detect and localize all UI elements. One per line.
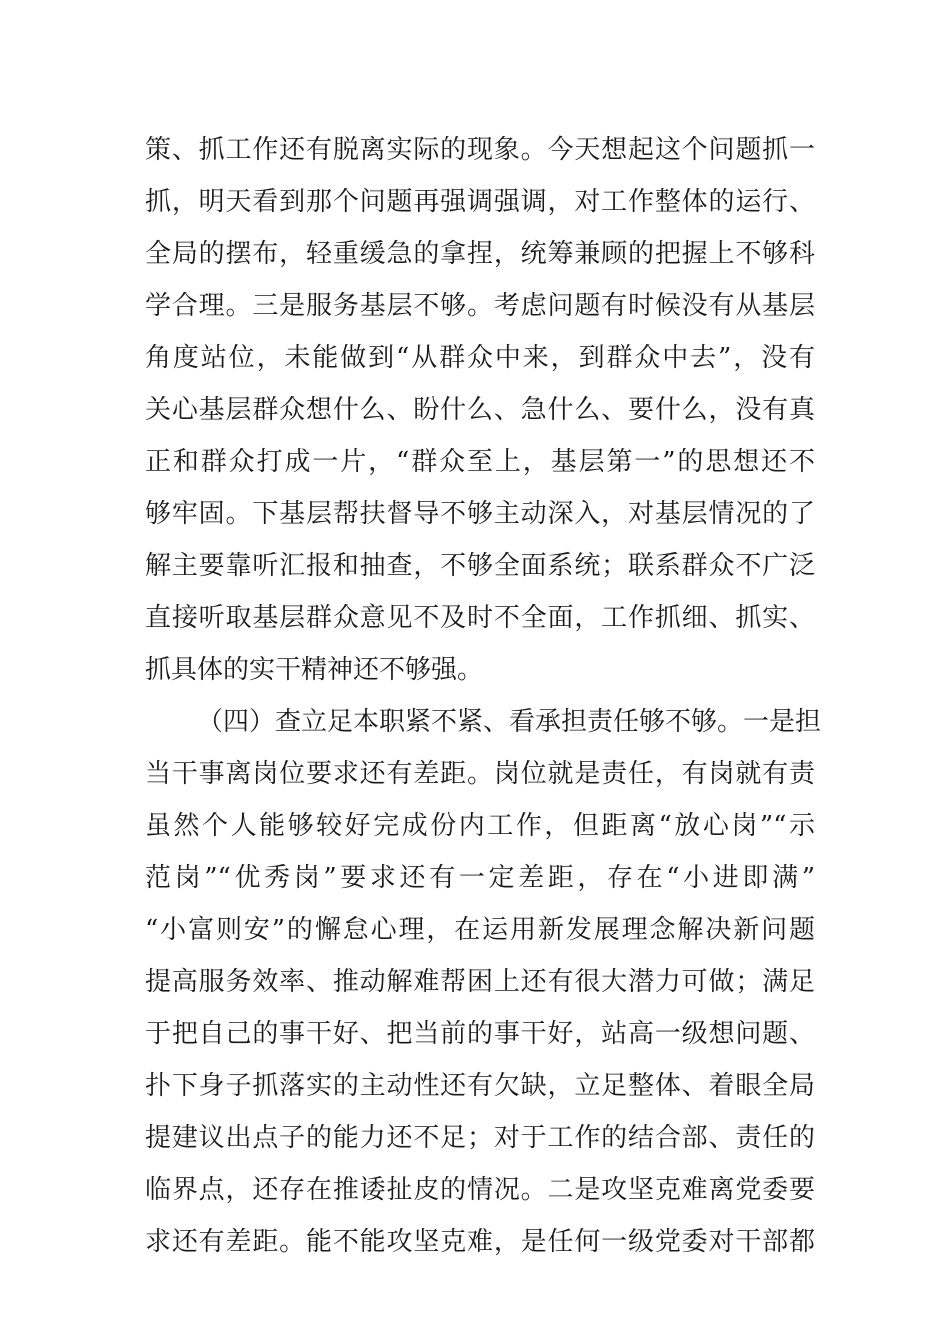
text-line: 求还有差距。能不能攻坚克难，是任何一级党委对干部都 [145,1227,815,1257]
text-line: 全局的摆布，轻重缓急的拿捏，统筹兼顾的把握上不够科 [145,239,815,269]
text-line: 关心基层群众想什么、盼什么、急什么、要什么，没有真 [145,395,815,425]
text-line: 抓，明天看到那个问题再强调强调，对工作整体的运行、 [145,187,815,217]
text-line: 范岗”“优秀岗”要求还有一定差距，存在“小进即满” [145,863,815,893]
text-line: 临界点，还存在推诿扯皮的情况。二是攻坚克难离党委要 [145,1175,815,1205]
text-line: “小富则安”的懈怠心理，在运用新发展理念解决新问题 [145,915,815,945]
text-line: 抓具体的实干精神还不够强。 [145,655,484,685]
text-line: 扑下身子抓落实的主动性还有欠缺，立足整体、着眼全局 [145,1071,815,1101]
text-line: 提高服务效率、推动解难帮困上还有很大潜力可做；满足 [145,967,815,997]
text-line: 当干事离岗位要求还有差距。岗位就是责任，有岗就有责 [145,759,815,789]
text-line: 角度站位，未能做到“从群众中来，到群众中去”，没有 [145,343,815,373]
text-line: 虽然个人能够较好完成份内工作，但距离“放心岗”“示 [145,811,815,841]
text-line: 直接听取基层群众意见不及时不全面，工作抓细、抓实、 [145,603,815,633]
text-line: 于把自己的事干好、把当前的事干好，站高一级想问题、 [145,1019,815,1049]
text-line: 正和群众打成一片，“群众至上，基层第一”的思想还不 [145,447,815,477]
text-line: 解主要靠听汇报和抽查，不够全面系统；联系群众不广泛 [145,551,815,581]
text-line: （四）查立足本职紧不紧、看承担责任够不够。一是担 [197,707,822,737]
text-line: 提建议出点子的能力还不足；对于工作的结合部、责任的 [145,1123,815,1153]
text-line: 策、抓工作还有脱离实际的现象。今天想起这个问题抓一 [145,135,815,165]
text-line: 够牢固。下基层帮扶督导不够主动深入，对基层情况的了 [145,499,815,529]
text-line: 学合理。三是服务基层不够。考虑问题有时候没有从基层 [145,291,815,321]
